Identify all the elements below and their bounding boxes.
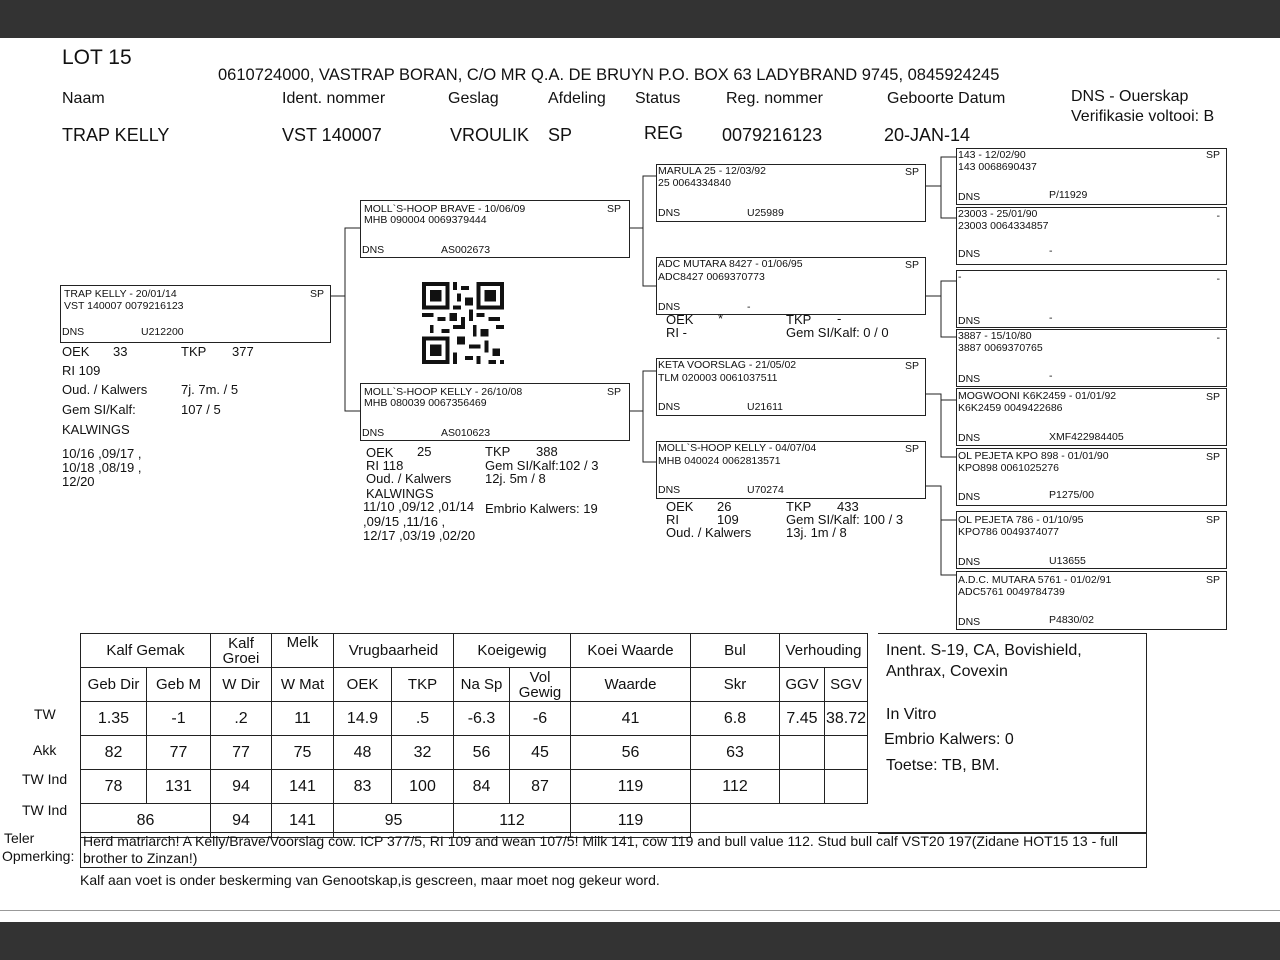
akk-cell: 32 [392,736,454,770]
akk-cell: 56 [454,736,510,770]
animal-oud: 7j. 7m. / 5 [181,382,239,397]
gp-dns: DNS [658,401,681,413]
gp-oek: * [718,311,724,326]
gp-sp: SP [904,259,919,271]
value-geslag: VROULIK [450,125,530,145]
tw-cell: 14.9 [334,702,392,736]
grandparent-box [656,164,926,222]
akk-cell: 82 [81,736,147,770]
label-geboorte: Geboorte Datum [887,90,1006,107]
dam-box [360,383,630,441]
tw-cell: -6.3 [454,702,510,736]
dam-kalwings-1: 11/10 ,09/12 ,01/14 [363,499,475,514]
animal-sp: SP [309,288,324,300]
ggp-title: OL PEJETA KPO 898 - 01/01/90 [958,450,1109,462]
ggp-title: 143 - 12/02/90 [958,149,1026,161]
tw-ind-group-cell: 95 [334,804,454,838]
akk-cell: 56 [571,736,691,770]
ggp-dns: DNS [958,432,981,444]
dam-oek: 25 [417,444,432,459]
ggp-title: OL PEJETA 786 - 01/10/95 [958,514,1084,526]
ggp-dns: DNS [958,616,981,628]
tw-cell: 38.72 [825,702,868,736]
gp-tkp: 433 [837,499,859,514]
group-header-row [81,634,868,668]
toetse: Toetse: TB, BM. [886,757,1000,774]
tw-cell: 6.8 [691,702,780,736]
dam-kalwings: KALWINGS [366,486,434,501]
tw-ind-row [81,770,868,804]
gp-gem: Gem SI/Kalf: 0 / 0 [786,325,889,340]
animal-oek-label: OEK [62,344,90,359]
col-geb-m: Geb M [147,668,211,702]
tw-cell: 1.35 [81,702,147,736]
animal-tkp-label: TKP [181,344,207,359]
sub-header-row [81,668,868,702]
lot-number: LOT 15 [62,46,132,69]
tw-cell: 41 [571,702,691,736]
inoculation-text: Inent. S-19, CA, Bovishield, Anthrax, Covexin [886,642,1082,680]
tw-cell: -6 [510,702,571,736]
sire-ident: MHB 090004 0069379444 [364,214,487,226]
great-grandparent-box [956,448,1227,506]
animal-title: TRAP KELLY - 20/01/14 [64,288,177,300]
ggp-dns: DNS [958,373,981,385]
great-grandparent-box [956,571,1227,630]
gp-sp: SP [904,166,919,178]
great-grandparent-box [956,207,1227,265]
col-oek: OEK [334,668,392,702]
remarks-text: Herd matriarch! A Kelly/Brave/Voorslag cow. ICP 377/5, RI 109 and wean 107/5! Milk 141, cow 119 and bull value 112. Stud bull calf VST20 197(Zidane HOT15 13 - full brother to Zinzan!) [83,833,1119,866]
gp-dns: DNS [658,301,681,313]
tw-ind-cell: 119 [571,770,691,804]
ggp-sp: - [1216,332,1220,344]
value-afdeling: SP [548,125,573,145]
sire-title: MOLL`S-HOOP BRAVE - 10/06/09 [364,203,526,215]
row-label-tw-ind: TW Ind [22,771,68,787]
ggp-dns-code: - [1049,370,1053,382]
remarks-label-opmerking: Opmerking: [2,848,75,864]
value-ident: VST 140007 [282,125,382,145]
gp-oek-label: OEK [666,312,694,327]
grandparent-box [656,257,926,315]
col-geb-dir: Geb Dir [81,668,147,702]
ggp-dns-code: P/11929 [1049,189,1088,201]
animal-ri: RI 109 [62,363,101,378]
gp-title: KETA VOORSLAG - 21/05/02 [658,359,797,371]
dam-title: MOLL`S-HOOP KELLY - 26/10/08 [364,386,523,398]
tw-ind-cell: 112 [691,770,780,804]
ggp-dns: DNS [958,248,981,260]
gp-ident: TLM 020003 0061037511 [658,372,778,384]
ggp-title: - [958,271,962,283]
ggp-sp: SP [1205,149,1220,161]
gp-dns: DNS [658,207,681,219]
akk-cell: 63 [691,736,780,770]
ggp-ident: 23003 0064334857 [958,220,1049,232]
tw-ind-cell: 94 [211,770,272,804]
animal-tkp: 377 [232,344,254,359]
dam-oud-label: Oud. / Kalwers [366,471,452,486]
dam-ident: MHB 080039 0067356469 [364,397,487,409]
col-waarde: Waarde [571,668,691,702]
animal-kalwings: KALWINGS [62,422,130,437]
great-grandparent-box [956,270,1227,328]
col-tkp: TKP [392,668,454,702]
gp-ri: 109 [717,512,739,527]
dam-tkp: 388 [536,444,558,459]
value-status: REG [644,123,684,143]
remarks-box [80,832,1147,868]
sire-box [360,200,630,258]
row-label-tw-ind-group: TW Ind [22,802,68,818]
gp-oek-label: OEK [666,499,694,514]
akk-cell: 45 [510,736,571,770]
group-melk: Melk [272,634,334,668]
akk-cell: 77 [147,736,211,770]
value-reg: 0079216123 [722,125,823,145]
gp-dns-code: - [747,301,751,313]
col-w-dir: W Dir [211,668,272,702]
tw-ind-cell: 87 [510,770,571,804]
dam-ri: RI 118 [366,458,404,473]
remarks-label-teler: Teler [4,830,35,846]
tw-ind-cell: 141 [272,770,334,804]
tw-ind-cell: 78 [81,770,147,804]
ggp-dns-code: P4830/02 [1049,614,1094,626]
label-naam: Naam [62,90,105,107]
row-label-akk: Akk [33,742,57,758]
col-skr: Skr [691,668,780,702]
dam-tkp-label: TKP [485,444,511,459]
tw-ind-cell: 100 [392,770,454,804]
akk-row [81,736,868,770]
dam-kalwings-3: 12/17 ,03/19 ,02/20 [363,528,476,543]
gp-oek: 26 [717,499,732,514]
side-info-box [878,633,1147,834]
tw-cell: -1 [147,702,211,736]
label-ident: Ident. nommer [282,90,386,107]
animal-gem-label: Gem SI/Kalf: [62,402,136,417]
qr-code-image [420,282,506,364]
gp-ident: 25 0064334840 [658,177,731,189]
ggp-dns-code: P1275/00 [1049,489,1094,501]
animal-box [60,285,331,343]
group-kalf-groei: Kalf Groei [211,634,272,668]
ggp-sp: SP [1205,391,1220,403]
sire-dns-code: AS002673 [441,244,491,256]
ggp-ident: 3887 0069370765 [958,342,1043,354]
tw-row [81,702,868,736]
animal-kalwings-3: 12/20 [62,474,95,489]
dam-dns-code: AS010623 [441,427,491,439]
group-koei-waarde: Koei Waarde [571,634,691,668]
ggp-ident: KPO786 0049374077 [958,526,1060,538]
performance-table [80,633,868,838]
ggp-title: 3887 - 15/10/80 [958,330,1032,342]
grandparent-box [656,358,926,416]
value-geboorte: 20-JAN-14 [884,125,971,145]
gp-title: MARULA 25 - 12/03/92 [658,165,766,177]
group-vrugbaarheid: Vrugbaarheid [334,634,454,668]
label-geslag: Geslag [448,90,499,107]
ggp-sp: SP [1205,514,1220,526]
gp-dns-code: U25989 [747,207,784,219]
animal-oek: 33 [113,344,128,359]
gp-tkp: - [837,311,842,326]
tw-ind-group-cell: 86 [81,804,211,838]
animal-kalwings-1: 10/16 ,09/17 , [62,446,142,461]
gp-tkp-label: TKP [786,312,812,327]
dam-oud: 12j. 5m / 8 [485,471,546,486]
animal-oud-label: Oud. / Kalwers [62,382,148,397]
gp-title: MOLL`S-HOOP KELLY - 04/07/04 [658,442,817,454]
ggp-dns-code: XMF422984405 [1049,431,1124,443]
label-afdeling: Afdeling [548,90,606,107]
ggp-sp: - [1216,210,1220,222]
dam-oek-label: OEK [366,445,394,460]
ggp-ident: ADC5761 0049784739 [958,586,1065,598]
col-sgv: SGV [825,668,868,702]
great-grandparent-box [956,388,1227,446]
ggp-sp: SP [1205,574,1220,586]
ggp-ident: KPO898 0061025276 [958,462,1060,474]
great-grandparent-box [956,511,1227,569]
tw-ind-cell: 131 [147,770,211,804]
gp-dns-code: U70274 [747,484,784,496]
tw-ind-group-cell: 119 [571,804,691,838]
label-reg: Reg. nommer [726,90,823,107]
dns-ouerskap: DNS - Ouerskap [1071,88,1189,105]
col-na-sp: Na Sp [454,668,510,702]
gp-ri-label: RI [666,512,679,527]
row-label-tw: TW [34,706,56,722]
gp-ident: MHB 040024 0062813571 [658,455,781,467]
gp-oud-label: Oud. / Kalwers [666,525,752,540]
ggp-ident: 143 0068690437 [958,161,1037,173]
tw-ind-group-cell: 94 [211,804,272,838]
akk-cell: 77 [211,736,272,770]
ggp-dns: DNS [958,191,981,203]
col-ggv: GGV [780,668,825,702]
tw-cell: .5 [392,702,454,736]
gp-tkp-label: TKP [786,499,812,514]
owner-line: 0610724000, VASTRAP BORAN, C/O MR Q.A. DE BRUYN P.O. BOX 63 LADYBRAND 9745, 0845924245 [218,66,1000,84]
tw-cell: .2 [211,702,272,736]
dam-embrio: Embrio Kalwers: 19 [485,501,598,516]
tw-ind-group-cell: 141 [272,804,334,838]
gp-sp: SP [904,443,919,455]
ggp-dns: DNS [958,556,981,568]
tw-cell: 11 [272,702,334,736]
tw-cell: 7.45 [780,702,825,736]
gp-ident: ADC8427 0069370773 [658,271,765,283]
animal-kalwings-2: 10/18 ,08/19 , [62,460,142,475]
ggp-dns: DNS [958,491,981,503]
group-koeigewig: Koeigewig [454,634,571,668]
akk-cell: 48 [334,736,392,770]
tw-ind-cell: 83 [334,770,392,804]
dam-sp: SP [606,386,621,398]
ggp-title: A.D.C. MUTARA 5761 - 01/02/91 [958,574,1112,586]
group-verhouding: Verhouding [780,634,868,668]
ggp-title: 23003 - 25/01/90 [958,208,1038,220]
ggp-ident: K6K2459 0049422686 [958,402,1063,414]
value-naam: TRAP KELLY [62,125,170,145]
gp-dns-code: U21611 [747,401,784,413]
grandparent-box [656,441,926,499]
animal-dns-code: U212200 [141,326,184,338]
tw-ind-cell: 84 [454,770,510,804]
embrio-kalwers: Embrio Kalwers: 0 [884,731,1014,748]
dam-gem: Gem SI/Kalf:102 / 3 [485,458,599,473]
in-vitro: In Vitro [886,706,937,723]
animal-ident: VST 140007 0079216123 [64,300,184,312]
akk-cell [825,736,868,770]
akk-cell: 75 [272,736,334,770]
sire-dns: DNS [362,244,385,256]
col-vol-gewig: Vol Gewig [510,668,571,702]
gp-oud: 13j. 1m / 8 [786,525,847,540]
dam-kalwings-2: ,09/15 ,11/16 , [363,514,446,529]
dam-dns: DNS [362,427,385,439]
animal-dns: DNS [62,326,85,338]
ggp-dns-code: U13655 [1049,555,1086,567]
great-grandparent-box [956,148,1227,205]
gp-sp: SP [904,360,919,372]
great-grandparent-box [956,329,1227,387]
animal-gem: 107 / 5 [181,402,221,417]
tw-ind-cell [825,770,868,804]
sire-sp: SP [606,203,621,215]
group-bul: Bul [691,634,780,668]
gp-gem: Gem SI/Kalf: 100 / 3 [786,512,904,527]
footer-note: Kalf aan voet is onder beskerming van Genootskap,is gescreen, maar moet nog gekeur word. [80,872,660,888]
ggp-title: MOGWOONI K6K2459 - 01/01/92 [958,390,1117,402]
ggp-sp: SP [1205,451,1220,463]
gp-dns: DNS [658,484,681,496]
ggp-dns-code: - [1049,245,1053,257]
tw-ind-group-cell: 112 [454,804,571,838]
group-kalf-gemak: Kalf Gemak [81,634,211,668]
label-status: Status [635,90,681,107]
ggp-dns-code: - [1049,312,1053,324]
gp-title: ADC MUTARA 8427 - 01/06/95 [658,258,803,270]
ggp-dns: DNS [958,315,981,327]
col-w-mat: W Mat [272,668,334,702]
dns-verifikasie: Verifikasie voltooi: B [1071,108,1215,125]
tw-ind-cell [780,770,825,804]
gp-ri: RI - [666,325,687,340]
ggp-sp: - [1216,273,1220,285]
akk-cell [780,736,825,770]
